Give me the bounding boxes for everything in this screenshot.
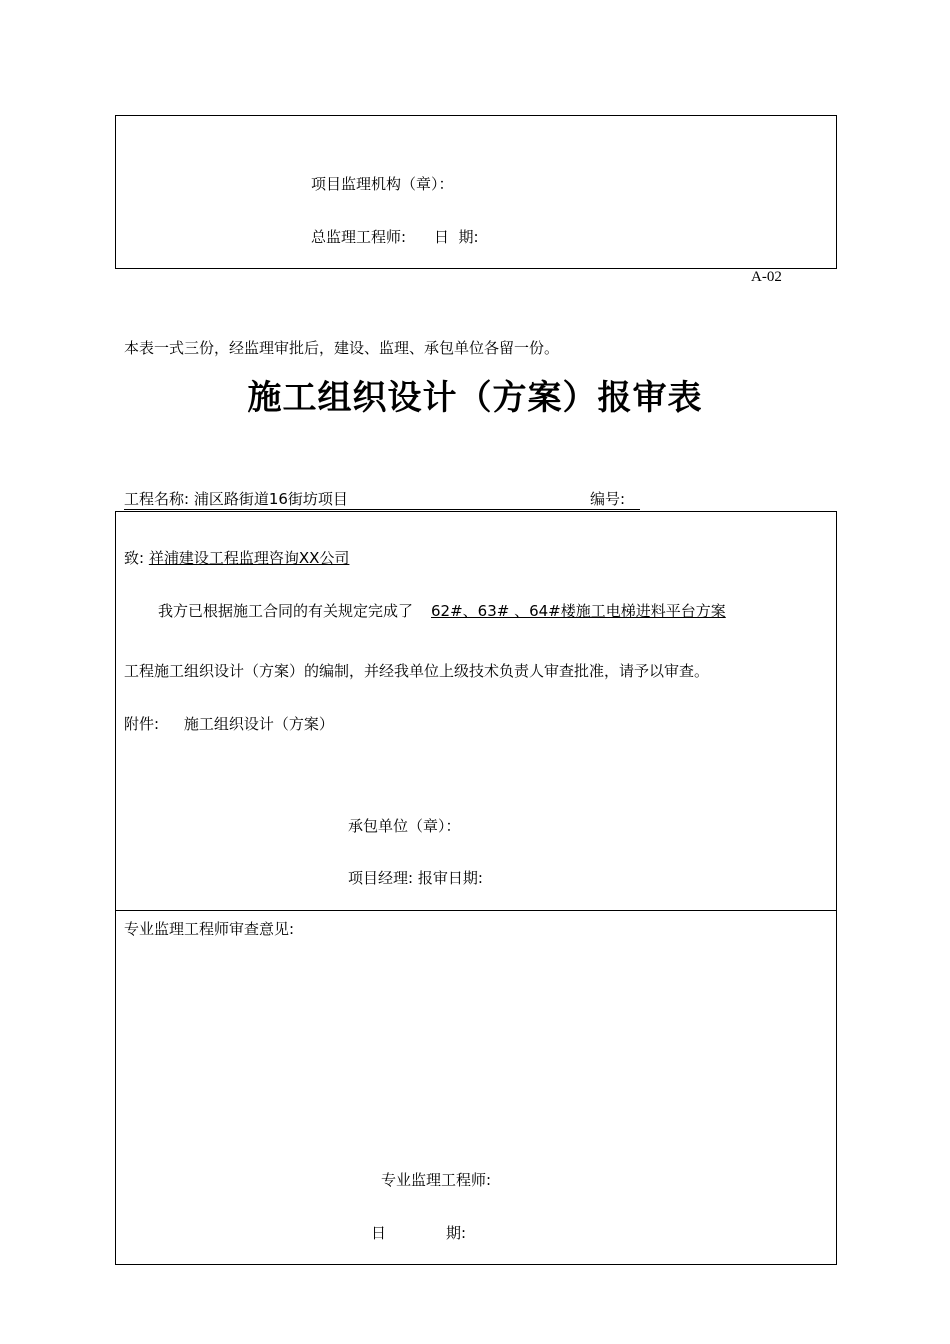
body-line-1 <box>158 600 726 621</box>
chief-engineer-label: 总监理工程师: <box>311 228 407 246</box>
body-prefix: 我方已根据施工合同的有关规定完成了 <box>158 602 414 620</box>
org-seal-label: 项目监理机构（章）： <box>311 175 454 193</box>
section-divider <box>115 910 837 911</box>
review-opinion-label: 专业监理工程师审查意见: <box>124 920 295 938</box>
contractor-seal-label: 承包单位（章）： <box>348 817 461 835</box>
chief-date-label: 日 期: <box>434 228 479 246</box>
project-name-value: 浦区路街道16街坊项目 <box>193 490 348 508</box>
project-name-label: 工程名称: <box>124 490 190 508</box>
attachment-label: 附件: <box>124 715 160 733</box>
to-label: 致: <box>124 549 145 567</box>
pm-label: 项目经理: <box>348 869 414 887</box>
number-label: 编号: <box>590 490 626 508</box>
review-engineer-label: 专业监理工程师: <box>381 1171 492 1189</box>
recipient-line <box>124 547 349 568</box>
attachment-value: 施工组织设计（方案） <box>183 715 334 733</box>
form-code: A-02 <box>751 269 782 285</box>
distribution-note: 本表一式三份，经监理审批后，建设、监理、承包单位各留一份。 <box>124 339 560 357</box>
body-line-2: 工程施工组织设计（方案）的编制，并经我单位上级技术负责人审查批准，请予以审查。 <box>124 662 710 680</box>
review-date-right: 期: <box>446 1224 467 1242</box>
form-title: 施工组织设计（方案）报审表 <box>247 378 703 418</box>
scheme-name: 62#、63# 、64#楼施工电梯进料平台方案 <box>431 602 726 620</box>
main-form-table <box>115 511 837 1265</box>
pm-line <box>348 867 483 888</box>
attachment-line <box>124 713 334 734</box>
review-date-left: 日 <box>371 1224 387 1242</box>
project-header <box>124 488 640 510</box>
to-company: 祥浦建设工程监理咨询XX公司 <box>148 549 350 567</box>
submit-date-label: 报审日期: <box>417 869 483 887</box>
